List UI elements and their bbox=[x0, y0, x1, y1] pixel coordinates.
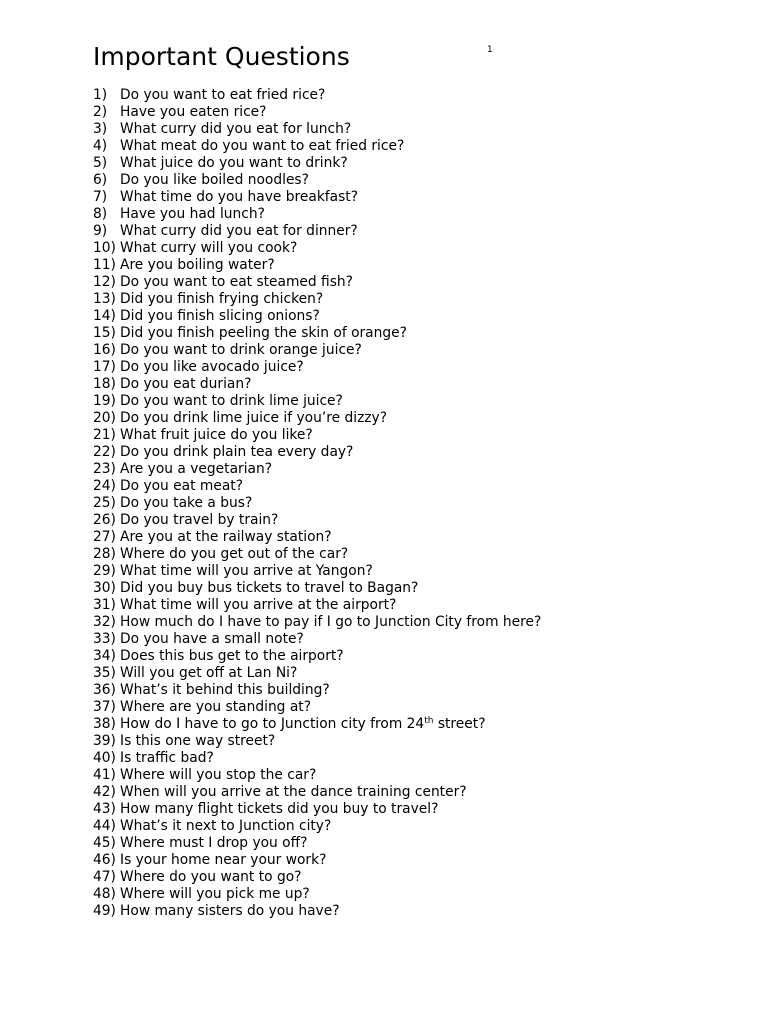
page-number: 1 bbox=[487, 45, 493, 55]
list-item bbox=[93, 801, 713, 818]
question-number: 15) bbox=[93, 325, 116, 341]
question-text: Do you like boiled noodles? bbox=[120, 172, 309, 188]
question-text: Are you a vegetarian? bbox=[120, 461, 273, 477]
question-text: Is this one way street? bbox=[120, 733, 276, 749]
question-number: 28) bbox=[93, 546, 116, 562]
list-item bbox=[93, 308, 713, 325]
list-item bbox=[93, 206, 713, 223]
question-number: 22) bbox=[93, 444, 116, 460]
list-item bbox=[93, 648, 713, 665]
question-text: Do you drink plain tea every day? bbox=[120, 444, 354, 460]
list-item bbox=[93, 750, 713, 767]
question-list bbox=[93, 87, 713, 920]
question-number: 49) bbox=[93, 903, 116, 919]
question-text: Do you want to drink lime juice? bbox=[120, 393, 343, 409]
question-number: 23) bbox=[93, 461, 116, 477]
question-number: 19) bbox=[93, 393, 116, 409]
question-text: Do you have a small note? bbox=[120, 631, 304, 647]
question-text: What meat do you want to eat fried rice? bbox=[120, 138, 405, 154]
question-number: 9) bbox=[93, 223, 108, 239]
question-text: What curry did you eat for lunch? bbox=[120, 121, 352, 137]
page-title: Important Questions bbox=[93, 42, 350, 71]
question-text bbox=[120, 716, 486, 733]
question-number: 36) bbox=[93, 682, 116, 698]
question-number: 16) bbox=[93, 342, 116, 358]
question-text: What time do you have breakfast? bbox=[120, 189, 359, 205]
question-text: What curry will you cook? bbox=[120, 240, 298, 256]
list-item bbox=[93, 87, 713, 104]
question-text: What time will you arrive at the airport? bbox=[120, 597, 397, 613]
list-item bbox=[93, 325, 713, 342]
question-text: Is traffic bad? bbox=[120, 750, 214, 766]
list-item bbox=[93, 852, 713, 869]
list-item bbox=[93, 784, 713, 801]
list-item bbox=[93, 716, 713, 733]
question-text: Do you eat durian? bbox=[120, 376, 252, 392]
list-item bbox=[93, 580, 713, 597]
question-text: What curry did you eat for dinner? bbox=[120, 223, 358, 239]
question-text: Do you want to drink orange juice? bbox=[120, 342, 362, 358]
question-number: 2) bbox=[93, 104, 108, 120]
question-number: 4) bbox=[93, 138, 108, 154]
question-number: 7) bbox=[93, 189, 108, 205]
list-item bbox=[93, 563, 713, 580]
question-number: 25) bbox=[93, 495, 116, 511]
question-text: Does this bus get to the airport? bbox=[120, 648, 344, 664]
question-number: 41) bbox=[93, 767, 116, 783]
ordinal-superscript: th bbox=[424, 716, 434, 726]
question-text: Where will you pick me up? bbox=[120, 886, 310, 902]
question-number: 45) bbox=[93, 835, 116, 851]
question-number: 32) bbox=[93, 614, 116, 630]
question-number: 47) bbox=[93, 869, 116, 885]
list-item bbox=[93, 903, 713, 920]
question-number: 48) bbox=[93, 886, 116, 902]
list-item bbox=[93, 291, 713, 308]
question-text: How many flight tickets did you buy to travel? bbox=[120, 801, 439, 817]
question-number: 46) bbox=[93, 852, 116, 868]
question-text: Where will you stop the car? bbox=[120, 767, 317, 783]
question-text: How many sisters do you have? bbox=[120, 903, 340, 919]
list-item bbox=[93, 835, 713, 852]
list-item bbox=[93, 886, 713, 903]
list-item bbox=[93, 818, 713, 835]
question-text: Do you like avocado juice? bbox=[120, 359, 304, 375]
list-item bbox=[93, 427, 713, 444]
question-text: Where do you get out of the car? bbox=[120, 546, 349, 562]
list-item bbox=[93, 393, 713, 410]
list-item bbox=[93, 478, 713, 495]
question-number: 8) bbox=[93, 206, 108, 222]
list-item bbox=[93, 665, 713, 682]
question-number: 38) bbox=[93, 716, 116, 732]
question-number: 29) bbox=[93, 563, 116, 579]
question-text: Have you had lunch? bbox=[120, 206, 265, 222]
question-text: What’s it behind this building? bbox=[120, 682, 330, 698]
question-text-part: How do I have to go to Junction city from 24 bbox=[120, 716, 425, 732]
question-text: Where are you standing at? bbox=[120, 699, 312, 715]
list-item bbox=[93, 631, 713, 648]
question-number: 39) bbox=[93, 733, 116, 749]
question-text: Did you buy bus tickets to travel to Bagan? bbox=[120, 580, 419, 596]
list-item bbox=[93, 189, 713, 206]
list-item bbox=[93, 240, 713, 257]
question-number: 27) bbox=[93, 529, 116, 545]
question-number: 14) bbox=[93, 308, 116, 324]
question-text: Do you travel by train? bbox=[120, 512, 279, 528]
question-text: Do you want to eat steamed fish? bbox=[120, 274, 353, 290]
question-text: Did you finish frying chicken? bbox=[120, 291, 324, 307]
list-item bbox=[93, 104, 713, 121]
question-text: What fruit juice do you like? bbox=[120, 427, 313, 443]
question-text: Are you boiling water? bbox=[120, 257, 275, 273]
list-item bbox=[93, 495, 713, 512]
question-text: Will you get off at Lan Ni? bbox=[120, 665, 298, 681]
list-item bbox=[93, 155, 713, 172]
question-text: Do you take a bus? bbox=[120, 495, 253, 511]
list-item bbox=[93, 512, 713, 529]
question-number: 1) bbox=[93, 87, 108, 103]
question-number: 12) bbox=[93, 274, 116, 290]
list-item bbox=[93, 597, 713, 614]
question-text: Do you drink lime juice if you’re dizzy? bbox=[120, 410, 388, 426]
question-text: When will you arrive at the dance training center? bbox=[120, 784, 467, 800]
list-item bbox=[93, 172, 713, 189]
question-number: 21) bbox=[93, 427, 116, 443]
question-number: 11) bbox=[93, 257, 116, 273]
list-item bbox=[93, 121, 713, 138]
list-item bbox=[93, 410, 713, 427]
question-number: 37) bbox=[93, 699, 116, 715]
question-number: 31) bbox=[93, 597, 116, 613]
question-number: 30) bbox=[93, 580, 116, 596]
question-number: 44) bbox=[93, 818, 116, 834]
question-number: 33) bbox=[93, 631, 116, 647]
question-text: Is your home near your work? bbox=[120, 852, 327, 868]
list-item bbox=[93, 376, 713, 393]
question-number: 34) bbox=[93, 648, 116, 664]
question-text: Did you finish peeling the skin of orange? bbox=[120, 325, 407, 341]
list-item bbox=[93, 733, 713, 750]
question-number: 6) bbox=[93, 172, 108, 188]
question-number: 13) bbox=[93, 291, 116, 307]
question-text: Did you finish slicing onions? bbox=[120, 308, 320, 324]
question-text: Where do you want to go? bbox=[120, 869, 302, 885]
question-text: What’s it next to Junction city? bbox=[120, 818, 332, 834]
question-number: 10) bbox=[93, 240, 116, 256]
list-item bbox=[93, 138, 713, 155]
list-item bbox=[93, 359, 713, 376]
list-item bbox=[93, 461, 713, 478]
list-item bbox=[93, 869, 713, 886]
question-number: 18) bbox=[93, 376, 116, 392]
question-text: Do you eat meat? bbox=[120, 478, 244, 494]
list-item bbox=[93, 614, 713, 631]
list-item bbox=[93, 682, 713, 699]
question-number: 17) bbox=[93, 359, 116, 375]
question-number: 20) bbox=[93, 410, 116, 426]
list-item bbox=[93, 257, 713, 274]
question-text: How much do I have to pay if I go to Junction City from here? bbox=[120, 614, 542, 630]
list-item bbox=[93, 529, 713, 546]
question-number: 40) bbox=[93, 750, 116, 766]
question-number: 42) bbox=[93, 784, 116, 800]
list-item bbox=[93, 699, 713, 716]
list-item bbox=[93, 342, 713, 359]
question-text: Have you eaten rice? bbox=[120, 104, 267, 120]
question-text: What time will you arrive at Yangon? bbox=[120, 563, 373, 579]
question-text: Do you want to eat fried rice? bbox=[120, 87, 326, 103]
question-number: 5) bbox=[93, 155, 108, 171]
question-number: 26) bbox=[93, 512, 116, 528]
question-number: 43) bbox=[93, 801, 116, 817]
question-number: 35) bbox=[93, 665, 116, 681]
list-item bbox=[93, 767, 713, 784]
question-text: What juice do you want to drink? bbox=[120, 155, 348, 171]
list-item bbox=[93, 223, 713, 240]
list-item bbox=[93, 546, 713, 563]
list-item bbox=[93, 444, 713, 461]
question-text-part: street? bbox=[433, 716, 486, 732]
question-text: Where must I drop you off? bbox=[120, 835, 308, 851]
question-number: 3) bbox=[93, 121, 108, 137]
list-item bbox=[93, 274, 713, 291]
question-number: 24) bbox=[93, 478, 116, 494]
question-text: Are you at the railway station? bbox=[120, 529, 332, 545]
